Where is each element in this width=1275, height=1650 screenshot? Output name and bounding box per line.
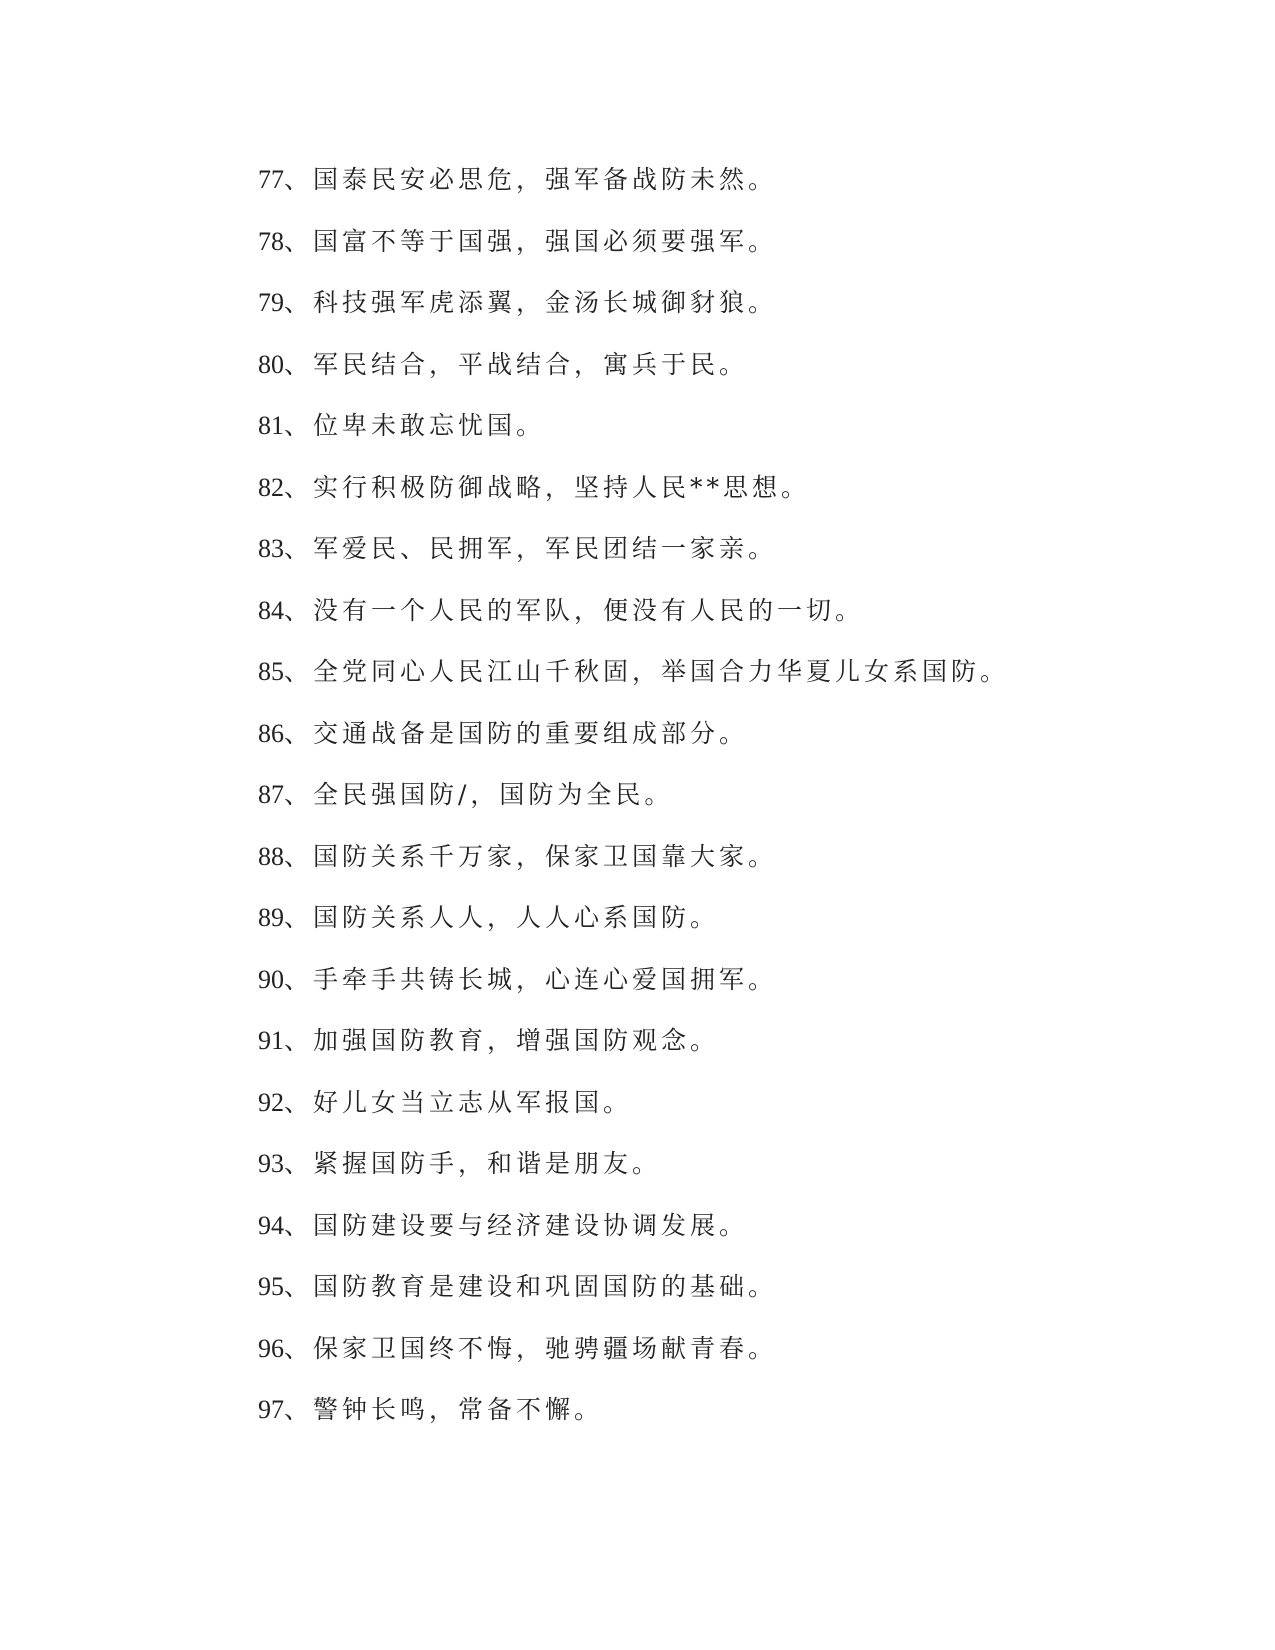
item-number: 92: [258, 1087, 284, 1117]
item-text: 、没有一个人民的军队，便没有人民的一切。: [284, 595, 865, 625]
list-item: [258, 1144, 1009, 1206]
item-text: 、军民结合，平战结合，寓兵于民。: [284, 349, 749, 379]
item-text: 、好儿女当立志从军报国。: [284, 1087, 633, 1117]
list-item: [258, 1267, 1009, 1329]
item-text: 、实行积极防御战略，坚持人民**思想。: [284, 472, 811, 502]
item-text: 、国防建设要与经济建设协调发展。: [284, 1210, 749, 1240]
item-text: 、国防关系千万家，保家卫国靠大家。: [284, 841, 778, 871]
item-number: 82: [258, 472, 284, 502]
list-item: [258, 898, 1009, 960]
item-number: 89: [258, 903, 284, 932]
item-text: 、科技强军虎添翼，金汤长城御豺狼。: [284, 288, 778, 317]
list-item: [258, 652, 1009, 714]
item-text: 、全党同心人民江山千秋固，举国合力华夏儿女系国防。: [284, 657, 1010, 686]
item-text: 、国防关系人人，人人心系国防。: [284, 903, 720, 932]
item-text: 、国防教育是建设和巩固国防的基础。: [284, 1272, 778, 1301]
list-item: [258, 1329, 1009, 1391]
list-item: [258, 775, 1009, 837]
list-item: [258, 714, 1009, 776]
item-number: 95: [258, 1272, 284, 1301]
item-number: 90: [258, 964, 284, 994]
item-text: 、军爱民、民拥军，军民团结一家亲。: [284, 534, 778, 563]
list-item: [258, 1390, 1009, 1452]
item-number: 84: [258, 595, 284, 625]
item-number: 93: [258, 1149, 284, 1178]
item-text: 、警钟长鸣，常备不懈。: [284, 1395, 604, 1424]
item-text: 、保家卫国终不悔，驰骋疆场献青春。: [284, 1333, 778, 1363]
list-item: [258, 406, 1009, 468]
list-item: [258, 222, 1009, 284]
item-text: 、位卑未敢忘忧国。: [284, 411, 546, 440]
item-number: 81: [258, 411, 284, 440]
item-number: 97: [258, 1395, 284, 1424]
item-number: 87: [258, 780, 284, 809]
item-text: 、交通战备是国防的重要组成部分。: [284, 718, 749, 748]
item-text: 、国泰民安必思危，强军备战防未然。: [284, 165, 778, 194]
item-text: 、全民强国防/，国防为全民。: [284, 780, 674, 809]
item-number: 86: [258, 718, 284, 748]
item-number: 79: [258, 288, 284, 317]
item-number: 77: [258, 165, 284, 194]
item-number: 85: [258, 657, 284, 686]
list-item: [258, 837, 1009, 899]
list-item: [258, 1021, 1009, 1083]
item-text: 、紧握国防手，和谐是朋友。: [284, 1149, 662, 1178]
list-item: [258, 160, 1009, 222]
item-number: 80: [258, 349, 284, 379]
item-number: 94: [258, 1210, 284, 1240]
list-item: [258, 283, 1009, 345]
list-item: [258, 468, 1009, 530]
slogan-list: [258, 160, 1009, 1452]
item-number: 78: [258, 226, 284, 256]
item-text: 、国富不等于国强，强国必须要强军。: [284, 226, 778, 256]
list-item: [258, 1206, 1009, 1268]
item-number: 96: [258, 1333, 284, 1363]
item-text: 、手牵手共铸长城，心连心爱国拥军。: [284, 964, 778, 994]
list-item: [258, 345, 1009, 407]
list-item: [258, 1083, 1009, 1145]
list-item: [258, 529, 1009, 591]
list-item: [258, 591, 1009, 653]
item-number: 88: [258, 841, 284, 871]
item-text: 、加强国防教育，增强国防观念。: [284, 1026, 720, 1055]
item-number: 91: [258, 1026, 284, 1055]
list-item: [258, 960, 1009, 1022]
item-number: 83: [258, 534, 284, 563]
